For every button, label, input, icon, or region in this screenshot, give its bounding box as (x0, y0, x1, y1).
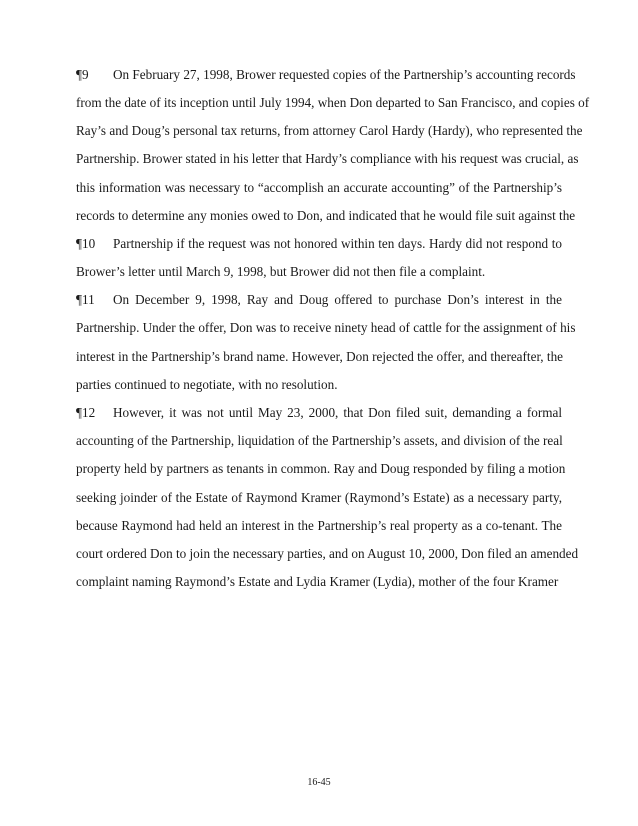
paragraph-number: ¶9 (76, 67, 89, 82)
paragraph-line: seeking joinder of the Estate of Raymond Kramer (Raymond’s Estate) as a necessary party, (76, 490, 562, 505)
paragraph-line: Ray’s and Doug’s personal tax returns, from attorney Carol Hardy (Hardy), who represented the (76, 123, 583, 138)
paragraph-line: court ordered Don to join the necessary parties, and on August 10, 2000, Don filed an amended (76, 546, 579, 561)
paragraph-line: complaint naming Raymond’s Estate and Lydia Kramer (Lydia), mother of the four Kramer (76, 574, 559, 589)
paragraph-line: accounting of the Partnership, liquidation of the Partnership’s assets, and division of the real (76, 433, 563, 448)
paragraph-line: Partnership. Under the offer, Don was to receive ninety head of cattle for the assignment of his (76, 320, 576, 335)
paragraph-line: On February 27, 1998, Brower requested copies of the Partnership’s accounting records (113, 67, 576, 82)
paragraph-line: from the date of its inception until July 1994, when Don departed to San Francisco, and copies of (76, 95, 590, 110)
paragraph-line: this information was necessary to “accomplish an accurate accounting” of the Partnership’s (76, 180, 562, 195)
paragraph-line: Partnership if the request was not honored within ten days. Hardy did not respond to (113, 236, 562, 251)
page-number: 16-45 (307, 777, 331, 788)
paragraph-number: ¶11 (76, 292, 95, 307)
paragraph-line: records to determine any monies owed to Don, and indicated that he would file suit against the (76, 208, 576, 223)
paragraph-line: Brower’s letter until March 9, 1998, but Brower did not then file a complaint. (76, 264, 486, 279)
paragraph-line: On December 9, 1998, Ray and Doug offered to purchase Don’s interest in the (113, 292, 562, 307)
paragraph-number: ¶10 (76, 236, 96, 251)
paragraph-line: However, it was not until May 23, 2000, that Don filed suit, demanding a formal (113, 405, 562, 420)
paragraph-line: Partnership. Brower stated in his letter that Hardy’s compliance with his request was crucial, as (76, 151, 579, 166)
paragraph-number: ¶12 (76, 405, 96, 420)
paragraph-line: because Raymond had held an interest in the Partnership’s real property as a co-tenant. The (76, 518, 562, 533)
paragraph-line: interest in the Partnership’s brand name. However, Don rejected the offer, and thereafter, the (76, 349, 564, 364)
paragraph-line: property held by partners as tenants in common. Ray and Doug responded by filing a motion (76, 461, 566, 476)
paragraph-line: parties continued to negotiate, with no resolution. (76, 377, 338, 392)
